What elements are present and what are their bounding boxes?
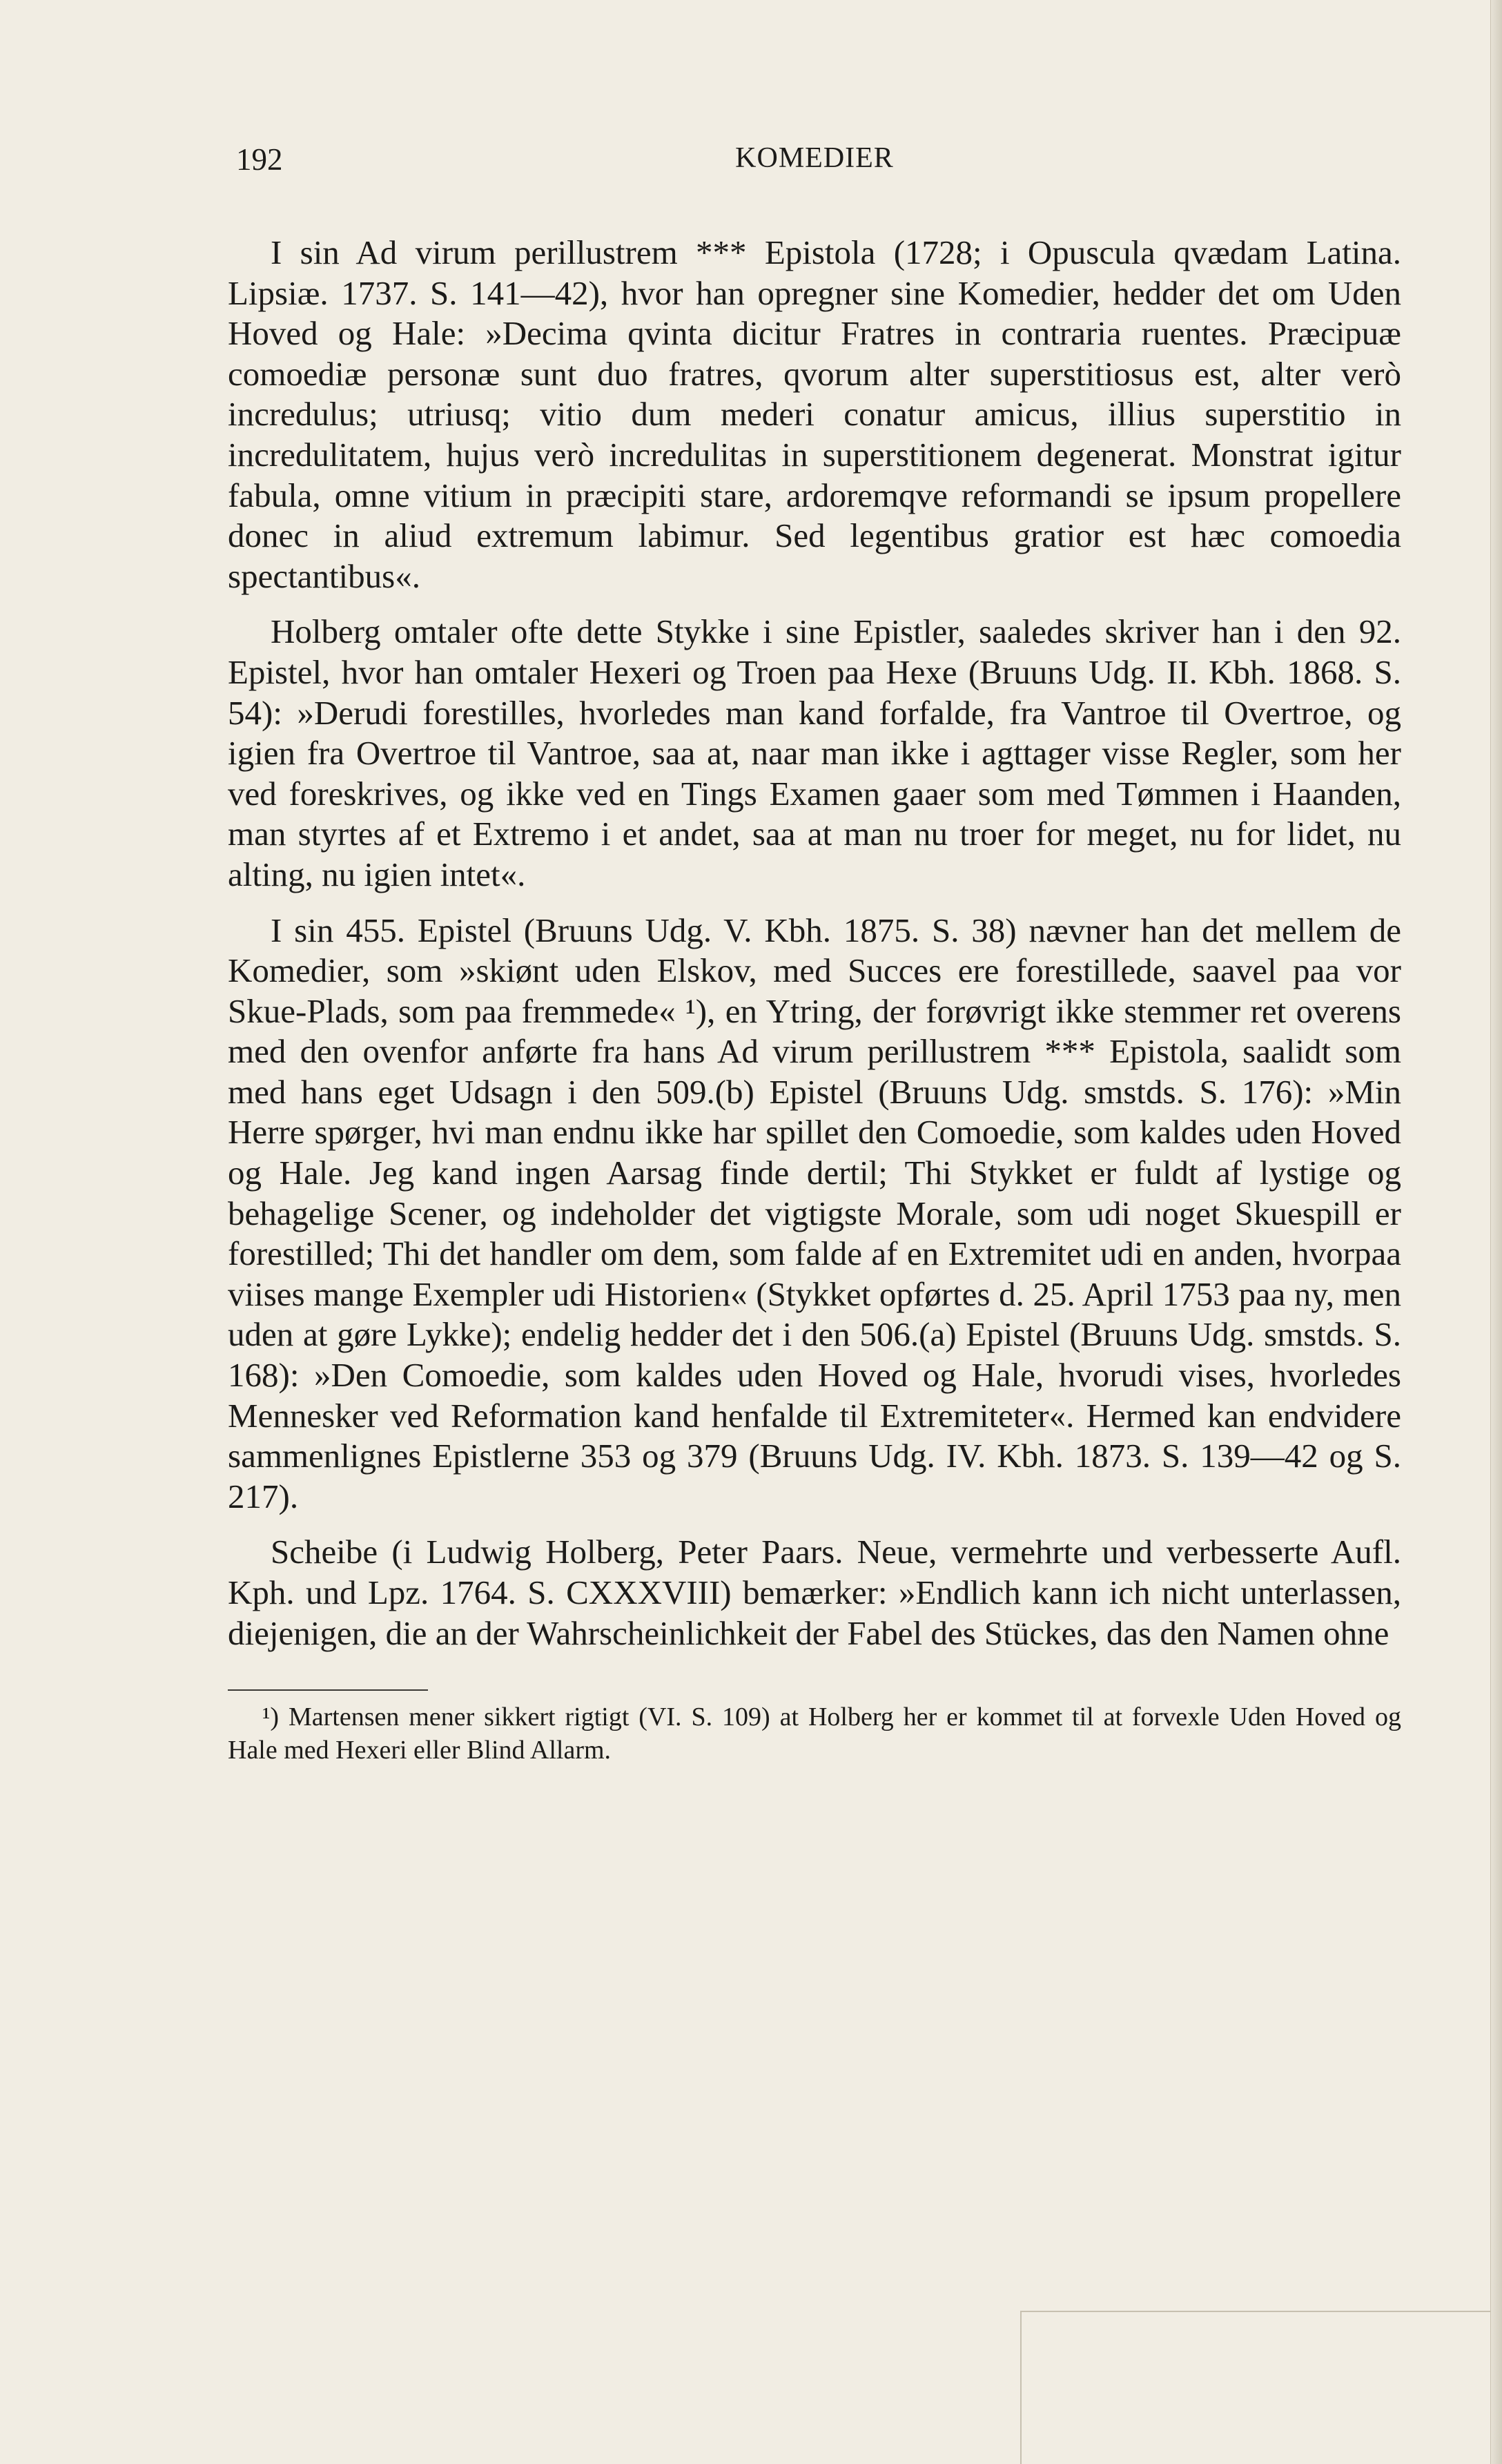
paragraph-epistel-92: Holberg omtaler ofte dette Stykke i sine Epistler, saaledes skriver han i den 92. Epistel, hvor han omtaler Hexeri og Troen paa Hexe (Bruuns Udg. II. Kbh. 1868. S. 54): »Derudi forestilles, hvorledes man kand forfalde, fra Vantroe til Overtroe, og igien fra Overtroe til Vantroe, saa at, naar man ikke i agttager visse Regler, som her ved foreskrives, og ikke ved en Tings Examen gaaer som med Tømmen i Haanden, man styrtes af et Extremo i et andet, saa at man nu troer for meget, nu for lidet, nu alting, nu igien intet«. <box>228 612 1401 893</box>
book-page <box>228 142 1401 1767</box>
section-title: KOMEDIER <box>735 142 894 174</box>
paragraph-scheibe: Scheibe (i Ludwig Holberg, Peter Paars. Neue, vermehrte und verbesserte Aufl. Kph. und Lpz. 1764. S. CXXXVIII) bemærker: »Endlich kann ich nicht unterlassen, diejenigen, die an der Wahrscheinlichkeit der Fabel des Stückes, das den Namen ohne <box>228 1533 1401 1652</box>
page-edge <box>1490 0 1502 2464</box>
body-text <box>228 233 1401 1653</box>
paragraph-epistel-455: I sin 455. Epistel (Bruuns Udg. V. Kbh. 1875. S. 38) nævner han det mellem de Komedier, som »skiønt uden Elskov, med Succes ere forestillede, saavel paa vor Skue-Plads, som paa fremmede« ¹), en Ytring, der forøvrigt ikke stemmer ret overens med den ovenfor anførte fra hans Ad virum perillustrem *** Epistola, saalidt som med hans eget Udsagn i den 509.(b) Epistel (Bruuns Udg. smstds. S. 176): »Min Herre spørger, hvi man endnu ikke har spillet den Comoedie, som kaldes uden Hoved og Hale. Jeg kand ingen Aarsag finde dertil; Thi Stykket er fuldt af lystige og behagelige Scener, og indeholder det vigtigste Morale, som udi noget Skuespill er forestilled; Thi det handler om dem, som falde af en Extremitet udi en anden, hvorpaa viises mange Exempler udi Historien« (Stykket opførtes d. 25. April 1753 paa ny, men uden at gøre Lykke); endelig hedder det i den 506.(a) Epistel (Bruuns Udg. smstds. S. 168): »Den Comoedie, som kaldes uden Hoved og Hale, hvorudi vises, hvorledes Mennesker ved Reformation kand henfalde til Extremiteter«. Hermed kan endvidere sammenlignes Epistlerne 353 og 379 (Bruuns Udg. IV. Kbh. 1873. S. 139—42 og S. 217). <box>228 911 1401 1515</box>
footnote: ¹) Martensen mener sikkert rigtigt (VI. S. 109) at Holberg her er kommet til at forvexle Uden Hoved og Hale med Hexeri eller Blind Allarm. <box>228 1703 1401 1765</box>
running-head <box>228 142 1401 190</box>
page-corner-mark <box>1020 2311 1491 2464</box>
page-number: 192 <box>236 142 283 177</box>
paragraph-opuscula: I sin Ad virum perillustrem *** Epistola (1728; i Opuscula qvædam Latina. Lipsiæ. 1737. S. 141—42), hvor han opregner sine Komedier, hedder det om Uden Hoved og Hale: »Decima qvinta dicitur Fratres in contraria ruentes. Præcipuæ comoediæ personæ sunt duo fratres, qvorum alter superstitiosus est, alter verò incredulus; utriusq; vitio dum mederi conatur amicus, illius superstitio in incredulitatem, hujus verò incredulitas in superstitionem degenerat. Monstrat igitur fabula, omne vitium in præcipiti stare, ardoremqve reformandi se ipsum propellere donec in aliud extremum labimur. Sed legentibus gratior est hæc comoedia spectantibus«. <box>228 233 1401 595</box>
footnote-divider <box>228 1689 428 1691</box>
